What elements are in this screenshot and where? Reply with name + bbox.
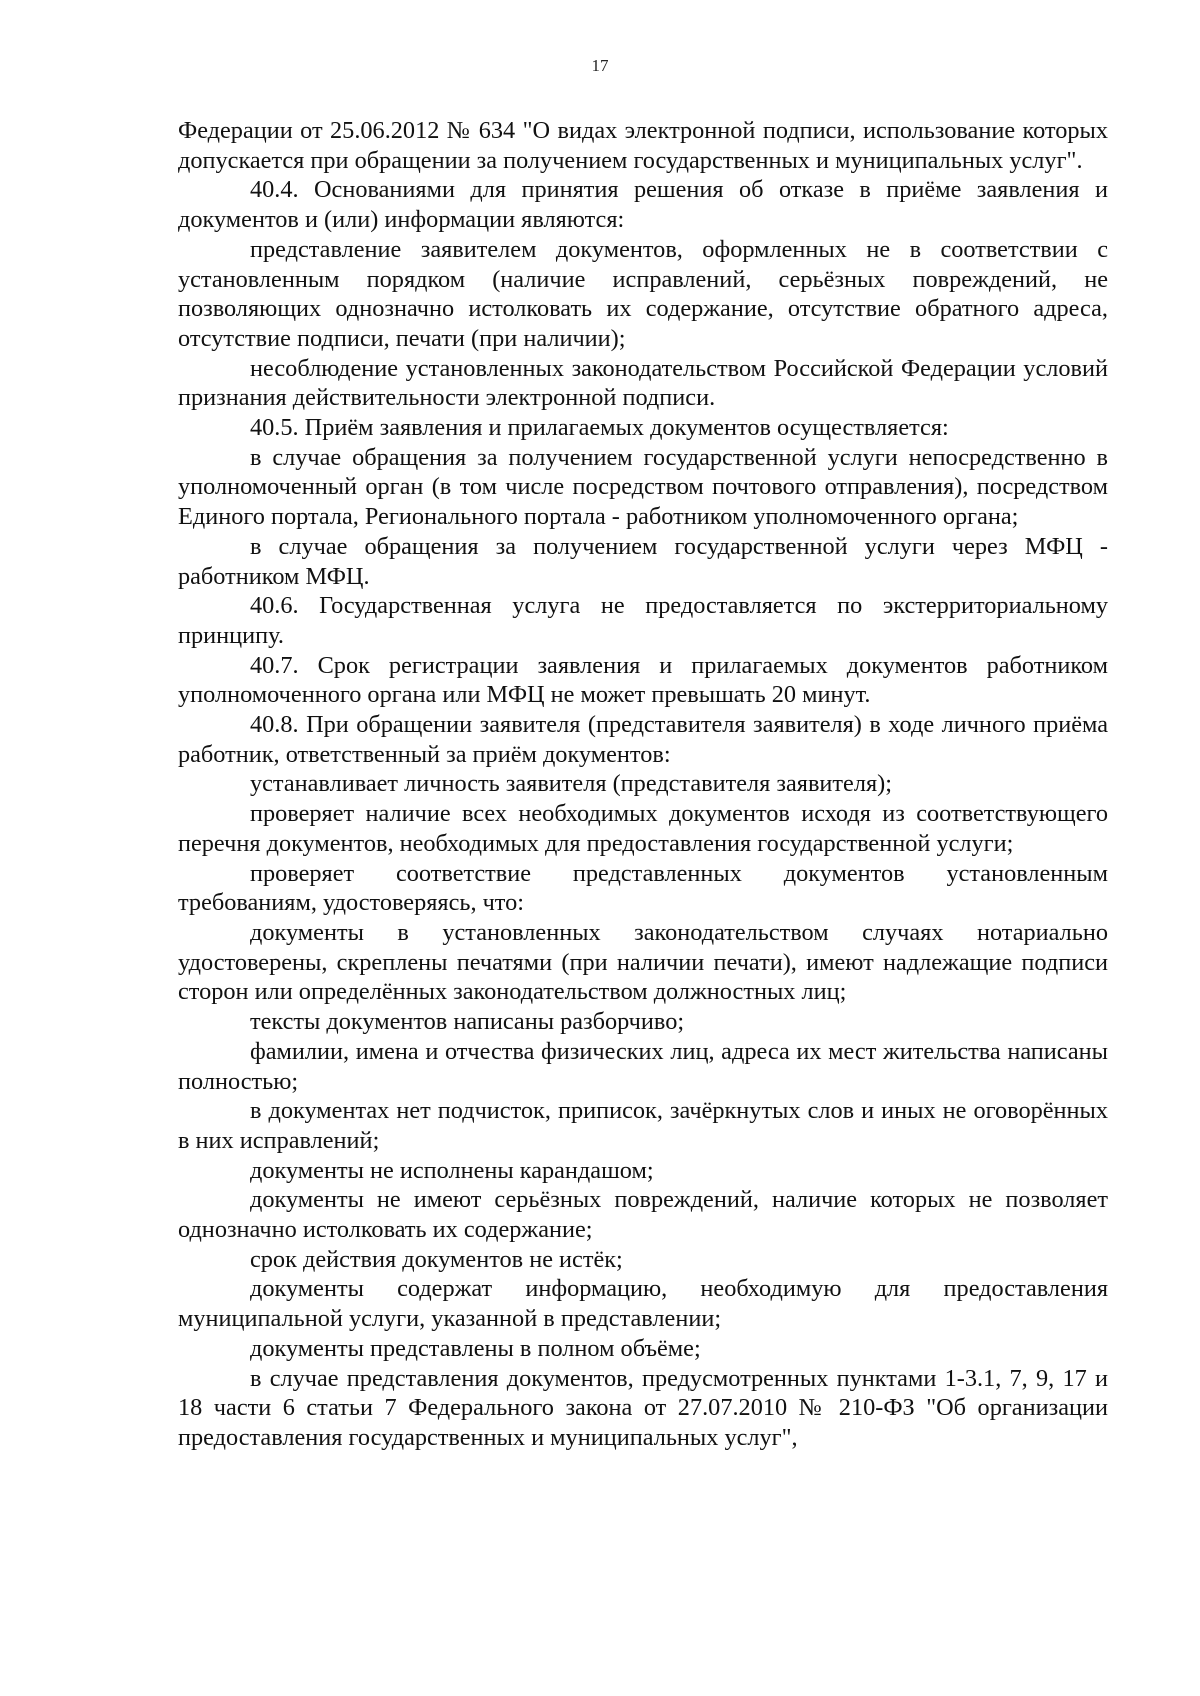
paragraph: представление заявителем документов, оформленных не в соответствии с установленным порядком (наличие исправлений, серьёзных повреждений, не позволяющих однозначно истолковать их содержание, отсутствие обратного адреса, отсутствие подписи, печати (при наличии); — [178, 235, 1108, 352]
document-body — [178, 116, 1108, 1453]
paragraph: документы представлены в полном объёме; — [250, 1334, 701, 1362]
paragraph: тексты документов написаны разборчиво; — [250, 1008, 685, 1036]
paragraph: 40.7. Срок регистрации заявления и прилагаемых документов работником уполномоченного органа или МФЦ не может превышать 20 минут. — [178, 651, 1108, 709]
paragraph: фамилии, имена и отчества физических лиц, адреса их мест жительства написаны полностью; — [178, 1037, 1108, 1095]
paragraph: документы не имеют серьёзных повреждений, наличие которых не позволяет однозначно истолковать их содержание; — [178, 1186, 1108, 1244]
paragraph: 40.5. Приём заявления и прилагаемых документов осуществляется: — [250, 414, 949, 442]
paragraph: Федерации от 25.06.2012 № 634 "О видах электронной подписи, использование которых допускается при обращении за получением государственных и муниципальных услуг". — [178, 117, 1108, 174]
paragraph: в случае обращения за получением государственной услуги через МФЦ - работником МФЦ. — [178, 532, 1108, 590]
paragraph: 40.4. Основаниями для принятия решения об отказе в приёме заявления и документов и (или) информации являются: — [178, 176, 1108, 234]
paragraph: срок действия документов не истёк; — [250, 1245, 623, 1273]
paragraph: в документах нет подчисток, приписок, зачёркнутых слов и иных не оговорённых в них исправлений; — [178, 1097, 1108, 1154]
paragraph: документы содержат информацию, необходимую для предоставления муниципальной услуги, указанной в представлении; — [178, 1275, 1108, 1333]
paragraph: несоблюдение установленных законодательством Российской Федерации условий признания действительности электронной подписи. — [178, 354, 1108, 412]
paragraph: документы не исполнены карандашом; — [250, 1156, 654, 1184]
paragraph: 40.8. При обращении заявителя (представителя заявителя) в ходе личного приёма работник, ответственный за приём документов: — [178, 711, 1108, 768]
paragraph: устанавливает личность заявителя (представителя заявителя); — [250, 770, 892, 798]
paragraph: проверяет наличие всех необходимых документов исходя из соответствующего перечня документов, необходимых для предоставления государственной услуги; — [178, 800, 1108, 857]
paragraph: 40.6. Государственная услуга не предоставляется по экстерриториальному принципу. — [178, 592, 1108, 649]
paragraph: проверяет соответствие представленных документов установленным требованиям, удостоверяясь, что: — [178, 859, 1108, 917]
paragraph: документы в установленных законодательством случаях нотариально удостоверены, скреплены печатями (при наличии печати), имеют надлежащие подписи сторон или определённых законодательством должностных лиц; — [178, 918, 1108, 1006]
page-number: 17 — [591, 56, 609, 75]
paragraph: в случае обращения за получением государственной услуги непосредственно в уполномоченный орган (в том числе посредством почтового отправления), посредством Единого портала, Регионального портала - работником уполномоченного органа; — [178, 443, 1108, 531]
paragraph: в случае представления документов, предусмотренных пунктами 1-3.1, 7, 9, 17 и 18 части 6 статьи 7 Федерального закона от 27.07.2010 № 210-ФЗ "Об организации предоставления государственных и муниципальных услуг", — [178, 1364, 1108, 1451]
